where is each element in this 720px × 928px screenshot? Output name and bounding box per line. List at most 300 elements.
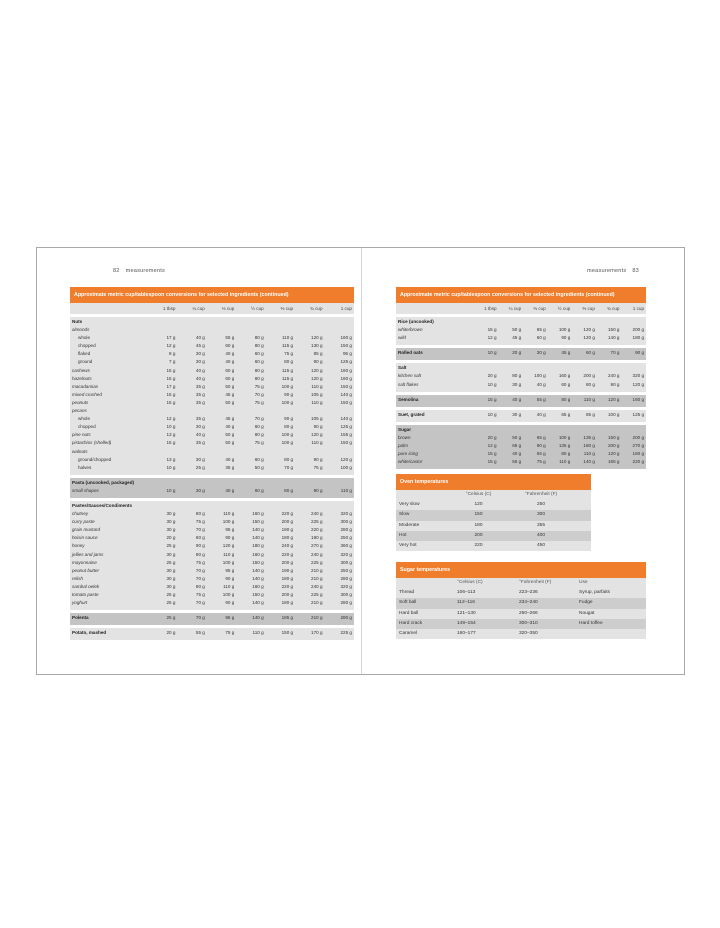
table-row xyxy=(70,326,354,334)
measure-cell: 30 g xyxy=(195,424,205,430)
measure-cell xyxy=(266,326,295,334)
measure-cell: 30 g xyxy=(195,359,205,365)
measure-cell: 80 g xyxy=(284,456,294,462)
measure-cell: 30 g xyxy=(195,351,205,357)
table-row xyxy=(70,448,354,456)
measure-cell: 80 g xyxy=(585,381,595,387)
measure-cell: 220 g xyxy=(281,583,294,589)
measure-cell: 10 g xyxy=(166,487,176,493)
column-header: ½ cup xyxy=(251,306,264,311)
measure-cell: 95 g xyxy=(225,527,235,533)
measure-cell: 200 g xyxy=(281,519,294,525)
ingredient-label: white/brown xyxy=(398,327,423,333)
measure-cell: 12 g xyxy=(487,443,497,449)
measure-cell: 185 g xyxy=(281,615,294,621)
ingredient-label: peanut butter xyxy=(72,567,100,573)
measure-cell: 20 g xyxy=(512,350,522,356)
measure-cell xyxy=(148,502,177,510)
measure-cell: 120 g xyxy=(340,456,352,462)
table-row xyxy=(70,479,354,487)
measure-cell: 65 g xyxy=(536,327,546,333)
ingredient-label: jellies and jams xyxy=(72,551,104,557)
measure-cell xyxy=(207,407,236,415)
table-cell: 150 xyxy=(474,512,483,518)
measure-cell: 110 g xyxy=(281,335,294,341)
measure-cell: 90 g xyxy=(635,350,645,356)
measure-cell: 140 g xyxy=(340,391,352,397)
ingredient-label: relish xyxy=(72,575,83,581)
measure-cell: 200 g xyxy=(607,443,620,449)
measure-cell: 55 g xyxy=(225,335,235,341)
measure-cell xyxy=(148,448,177,456)
measure-cell xyxy=(523,318,548,326)
measure-cell: 150 g xyxy=(340,440,352,446)
measure-cell: 320 g xyxy=(340,583,352,589)
measure-cell xyxy=(548,426,573,434)
measure-cell: 140 g xyxy=(252,567,264,573)
ingredient-label: Polenta xyxy=(72,615,89,621)
measure-cell: 90 g xyxy=(610,381,620,387)
measure-cell: 110 g xyxy=(583,396,595,402)
ingredient-label: Nuts xyxy=(72,319,83,324)
ingredient-label: tomato paste xyxy=(72,592,99,597)
measure-cell: 150 g xyxy=(340,383,352,389)
measure-cell: 15 g xyxy=(166,399,176,405)
column-header xyxy=(396,490,451,500)
sugar-table-title: Sugar temperatures xyxy=(396,562,646,578)
measure-cell: 30 g xyxy=(166,567,176,573)
measure-cell xyxy=(474,364,499,372)
row-label: Hard ball xyxy=(399,610,419,616)
measure-cell: 225 g xyxy=(340,630,352,636)
measure-cell: 160 g xyxy=(340,367,352,373)
measure-cell: 50 g xyxy=(254,464,264,470)
measure-cell: 35 g xyxy=(195,383,205,389)
measure-cell: 75 g xyxy=(313,464,323,470)
ingredient-label: whole xyxy=(78,335,91,341)
measure-cell xyxy=(177,502,206,510)
measure-cell xyxy=(236,448,265,456)
measure-cell: 60 g xyxy=(254,424,264,430)
measure-cell: 90 g xyxy=(313,456,323,462)
measure-cell: 100 g xyxy=(534,373,546,379)
table-cell: 223–236 xyxy=(519,590,538,596)
measure-cell: 75 g xyxy=(195,519,205,525)
measure-cell: 60 g xyxy=(225,367,235,373)
measure-cell xyxy=(474,318,499,326)
measure-cell: 70 g xyxy=(195,567,205,573)
table-row xyxy=(70,614,354,622)
column-header: ⅔ cup xyxy=(582,306,595,311)
sugar-temperatures-table xyxy=(396,562,646,639)
measure-cell: 40 g xyxy=(536,411,546,417)
measure-cell: 60 g xyxy=(195,535,205,541)
measure-cell: 190 g xyxy=(311,535,323,541)
measure-cell: 200 g xyxy=(632,327,645,333)
measure-cell: 130 g xyxy=(311,343,323,349)
table-row xyxy=(70,375,354,383)
measure-cell: 270 g xyxy=(311,543,323,549)
measure-cell: 30 g xyxy=(166,583,176,589)
measure-cell: 170 g xyxy=(311,630,323,636)
table-cell xyxy=(576,629,646,639)
measure-cell: 40 g xyxy=(195,335,205,341)
ingredient-label: sambal oelek xyxy=(72,583,100,589)
measure-cell: 160 g xyxy=(632,396,645,402)
left-running-head: measurements xyxy=(125,268,166,274)
ingredient-label: mayonnaise xyxy=(72,559,97,565)
measure-cell: 80 g xyxy=(195,551,205,557)
measure-cell: 180 g xyxy=(252,543,264,549)
measure-cell: 90 g xyxy=(284,416,294,422)
table-row xyxy=(396,326,646,334)
measure-cell: 90 g xyxy=(313,359,323,365)
measure-cell: 75 g xyxy=(254,383,264,389)
measure-cell: 105 g xyxy=(311,391,323,397)
table-row xyxy=(70,391,354,399)
table-row xyxy=(70,407,354,415)
ingredient-group xyxy=(396,363,646,391)
measure-cell: 10 g xyxy=(487,350,497,356)
ingredient-label: Semolina xyxy=(398,396,419,402)
measure-cell: 100 g xyxy=(222,559,235,565)
measure-cell: 8 g xyxy=(169,351,176,357)
measure-cell: 95 g xyxy=(225,567,235,573)
measure-cell: 30 g xyxy=(166,527,176,533)
measure-cell: 40 g xyxy=(225,487,235,493)
measure-cell: 90 g xyxy=(225,535,235,541)
table-cell: 300 xyxy=(536,512,545,518)
measure-cell: 17 g xyxy=(166,335,176,341)
ingredient-group xyxy=(70,317,354,475)
measure-cell: 160 g xyxy=(340,375,352,381)
measure-cell: 40 g xyxy=(195,432,205,438)
measure-cell: 15 g xyxy=(487,451,497,457)
measure-cell: 50 g xyxy=(225,383,235,389)
measure-cell: 10 g xyxy=(166,424,176,430)
measure-cell: 160 g xyxy=(340,335,352,341)
measure-cell: 110 g xyxy=(559,459,571,465)
ingredient-label: Sugar xyxy=(398,426,412,432)
measure-cell: 250 g xyxy=(340,535,352,541)
measure-cell xyxy=(148,326,177,334)
measure-cell: 140 g xyxy=(252,615,264,621)
ingredient-group xyxy=(396,425,646,469)
measure-cell: 40 g xyxy=(512,396,522,402)
measure-cell: 100 g xyxy=(607,411,620,417)
measure-cell xyxy=(597,426,622,434)
right-table-title: Approximate metric cup/tablespoon conversions for selected ingredients (continued) xyxy=(396,287,646,303)
measure-cell: 90 g xyxy=(561,335,571,341)
measure-cell: 200 g xyxy=(281,592,294,597)
measure-cell xyxy=(236,502,265,510)
table-row xyxy=(70,526,354,534)
ingredient-label: pure icing xyxy=(398,451,418,457)
measure-cell: 240 g xyxy=(281,543,294,549)
ingredient-label: halves xyxy=(78,464,92,470)
measure-cell: 80 g xyxy=(254,432,264,438)
measure-cell xyxy=(325,502,354,510)
table-row xyxy=(396,411,646,419)
measure-cell xyxy=(177,479,206,487)
measure-cell: 80 g xyxy=(284,487,294,493)
measure-cell: 90 g xyxy=(225,600,235,606)
row-label: Soft ball xyxy=(399,600,417,606)
measure-cell: 55 g xyxy=(195,630,205,636)
measure-cell: 25 g xyxy=(166,559,176,565)
measure-cell: 70 g xyxy=(254,416,264,422)
table-cell: 220 xyxy=(474,542,483,548)
row-label: Very slow xyxy=(399,502,420,508)
ingredient-label: Salt xyxy=(398,365,407,371)
measure-cell: 120 g xyxy=(607,396,620,402)
measure-cell xyxy=(499,364,524,372)
ingredient-label: hazelnuts xyxy=(72,375,92,381)
measure-cell: 7 g xyxy=(169,359,176,365)
table-row xyxy=(396,372,646,380)
ingredient-label: whole xyxy=(78,416,91,422)
measure-cell: 320 g xyxy=(632,373,645,379)
table-row xyxy=(70,510,354,518)
measure-cell: 110 g xyxy=(311,399,323,405)
measure-cell: 95 g xyxy=(343,351,352,357)
column-header-row xyxy=(396,578,646,588)
measure-cell: 280 g xyxy=(340,615,352,621)
column-header: ⅓ cup xyxy=(533,306,546,311)
measure-cell: 360 g xyxy=(340,543,352,549)
table-row xyxy=(396,381,646,389)
oven-temperatures-table xyxy=(396,474,591,551)
measure-cell xyxy=(572,364,597,372)
measure-cell xyxy=(572,426,597,434)
table-cell: 200 xyxy=(474,532,483,538)
measure-cell xyxy=(325,407,354,415)
measure-cell: 15 g xyxy=(166,440,176,446)
measure-cell: 20 g xyxy=(487,373,497,379)
measure-cell: 150 g xyxy=(281,630,294,636)
measure-cell: 120 g xyxy=(632,381,645,387)
table-row xyxy=(70,502,354,510)
measure-cell: 180 g xyxy=(583,443,595,449)
table-row xyxy=(396,364,646,372)
table-row xyxy=(70,583,354,591)
table-cell: Nougat xyxy=(579,610,595,616)
table-row xyxy=(396,349,646,357)
table-row xyxy=(70,399,354,407)
measure-cell: 50 g xyxy=(512,327,522,333)
measure-cell: 280 g xyxy=(340,600,352,606)
measure-cell: 110 g xyxy=(223,511,235,517)
row-label: Moderate xyxy=(399,522,420,528)
measure-cell: 40 g xyxy=(512,451,522,457)
measure-cell: 20 g xyxy=(487,434,497,440)
column-header-row xyxy=(396,490,591,500)
table-cell: 121–130 xyxy=(457,610,476,616)
measure-cell xyxy=(295,318,324,326)
measure-cell: 160 g xyxy=(632,451,645,457)
measure-cell: 150 g xyxy=(340,399,352,405)
table-cell: 355 xyxy=(536,522,545,528)
measure-cell: 40 g xyxy=(225,456,235,462)
measure-cell xyxy=(236,318,265,326)
column-header-blank xyxy=(396,303,474,314)
measure-cell xyxy=(572,318,597,326)
measure-cell: 270 g xyxy=(632,443,645,449)
column-header: ⅓ cup xyxy=(221,306,235,311)
measure-cell: 70 g xyxy=(254,391,264,397)
ingredient-label: macadamias xyxy=(72,383,99,389)
measure-cell xyxy=(523,426,548,434)
measure-cell: 35 g xyxy=(195,416,205,422)
measure-cell: 75 g xyxy=(254,399,264,405)
measure-cell xyxy=(148,318,177,326)
column-header: °Celsius (C) xyxy=(457,580,483,585)
left-table-title: Approximate metric cup/tablespoon conversions for selected ingredients (continued) xyxy=(70,287,354,303)
column-header: °Celsius (C) xyxy=(465,492,492,497)
ingredient-label: ground xyxy=(78,359,93,365)
measure-cell: 225 g xyxy=(311,519,323,525)
ingredient-group xyxy=(70,613,354,625)
table-row xyxy=(70,415,354,423)
table-row xyxy=(70,439,354,447)
measure-cell: 40 g xyxy=(195,367,205,373)
measure-cell: 50 g xyxy=(512,434,522,440)
measure-cell: 160 g xyxy=(252,551,264,557)
measure-cell xyxy=(499,426,524,434)
ingredient-label: curry paste xyxy=(72,519,95,525)
measure-cell: 140 g xyxy=(252,527,264,533)
right-folio xyxy=(587,268,639,274)
ingredient-label: walnuts xyxy=(72,448,88,454)
measure-cell xyxy=(621,318,646,326)
measure-cell: 70 g xyxy=(195,615,205,621)
column-header: 1 cup xyxy=(632,306,645,311)
measure-cell: 300 g xyxy=(340,519,352,525)
measure-cell xyxy=(597,318,622,326)
measure-cell: 100 g xyxy=(281,440,294,446)
left-conversion-table xyxy=(70,287,354,640)
measure-cell: 225 g xyxy=(311,592,323,597)
measure-cell: 90 g xyxy=(225,575,235,581)
measure-cell: 140 g xyxy=(340,416,352,422)
measure-cell: 60 g xyxy=(254,456,264,462)
measure-cell: 30 g xyxy=(536,350,546,356)
measure-cell: 60 g xyxy=(225,343,235,349)
measure-cell: 45 g xyxy=(195,343,205,349)
measure-cell: 165 g xyxy=(607,459,620,465)
measure-cell xyxy=(207,502,236,510)
measure-cell: 125 g xyxy=(340,424,352,430)
book-spread xyxy=(36,247,685,675)
measure-cell: 190 g xyxy=(281,527,294,533)
measure-cell: 45 g xyxy=(225,391,235,397)
measure-cell: 25 g xyxy=(166,600,176,606)
measure-cell: 50 g xyxy=(225,432,235,438)
measure-cell: 25 g xyxy=(166,615,176,621)
measure-cell xyxy=(523,364,548,372)
measure-cell: 25 g xyxy=(195,464,205,470)
measure-cell: 250 g xyxy=(340,567,352,573)
measure-cell: 55 g xyxy=(536,396,546,402)
measure-cell: 70 g xyxy=(195,575,205,581)
measure-cell: 40 g xyxy=(225,424,235,430)
row-label: Thread xyxy=(399,590,415,596)
measure-cell: 80 g xyxy=(195,583,205,589)
row-label: Caramel xyxy=(399,630,418,636)
measure-cell xyxy=(236,479,265,487)
measure-cell: 80 g xyxy=(195,511,205,517)
ingredient-group xyxy=(70,501,354,610)
measure-cell: 60 g xyxy=(254,351,264,357)
ingredient-label: chopped xyxy=(78,343,96,349)
table-row xyxy=(396,318,646,326)
measure-cell: 110 g xyxy=(311,383,323,389)
measure-cell: 140 g xyxy=(252,535,264,541)
ingredient-label: mixed crushed xyxy=(72,391,102,397)
ingredient-label: Pastes/Sauces/Condiments xyxy=(72,502,132,508)
measure-cell xyxy=(597,364,622,372)
table-row xyxy=(396,629,646,639)
table-row xyxy=(396,442,646,450)
table-row xyxy=(70,456,354,464)
measure-cell xyxy=(207,479,236,487)
measure-cell xyxy=(266,448,295,456)
measure-cell: 200 g xyxy=(632,434,645,440)
table-row xyxy=(396,521,591,531)
column-header-row xyxy=(396,303,646,314)
measure-cell: 220 g xyxy=(281,551,294,557)
measure-cell: 90 g xyxy=(313,424,323,430)
measure-cell: 110 g xyxy=(583,451,595,457)
measure-cell: 15 g xyxy=(166,375,176,381)
measure-cell xyxy=(474,426,499,434)
measure-cell: 80 g xyxy=(254,343,264,349)
measure-cell: 13 g xyxy=(166,432,176,438)
measure-cell: 120 g xyxy=(311,432,323,438)
table-cell: 112–116 xyxy=(457,600,475,606)
table-row xyxy=(70,567,354,575)
table-cell: 106–113 xyxy=(457,590,476,596)
measure-cell: 15 g xyxy=(487,327,497,333)
measure-cell xyxy=(207,318,236,326)
measure-cell: 100 g xyxy=(558,434,571,440)
measure-cell xyxy=(295,479,324,487)
measure-cell: 10 g xyxy=(166,464,176,470)
measure-cell: 180 g xyxy=(281,575,294,581)
measure-cell: 210 g xyxy=(311,567,323,573)
ingredient-label: grain mustard xyxy=(72,527,101,533)
table-row xyxy=(70,591,354,599)
measure-cell xyxy=(236,407,265,415)
ingredient-label: honey xyxy=(72,543,85,549)
ingredient-label: Suet, grated xyxy=(398,411,425,417)
row-label: Very hot xyxy=(399,542,417,548)
measure-cell: 65 g xyxy=(561,411,571,417)
column-header: ½ cup xyxy=(557,306,571,311)
column-header: ¼ cup xyxy=(508,306,522,311)
table-row xyxy=(70,542,354,550)
column-header: Use xyxy=(579,580,588,585)
measure-cell: 80 g xyxy=(561,396,571,402)
measure-cell: 190 g xyxy=(281,567,294,573)
table-cell: 250 xyxy=(536,502,545,508)
table-row xyxy=(70,431,354,439)
table-row xyxy=(70,334,354,342)
measure-cell: 110 g xyxy=(223,551,235,557)
measure-cell: 110 g xyxy=(223,583,235,589)
measure-cell: 45 g xyxy=(512,335,522,341)
measure-cell: 80 g xyxy=(254,375,264,381)
